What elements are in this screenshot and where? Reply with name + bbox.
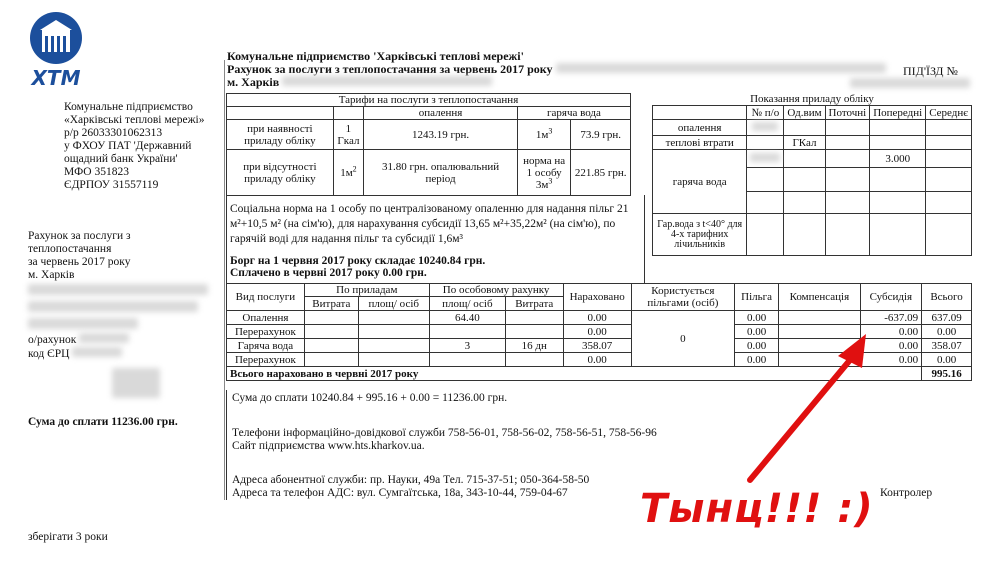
meter-h-current: Поточні (825, 106, 870, 120)
meter-h-unit: Од.вим (784, 106, 825, 120)
account-label: о/рахунок (28, 334, 77, 346)
redacted-address (28, 299, 218, 316)
charges-h-benefit-users: Користується пільгами (осіб) (631, 284, 734, 311)
tariff-row-with-meter: при наявності приладу обліку (227, 120, 334, 150)
charges-h-personal-cons: Витрата (505, 297, 563, 311)
tariff-water-price-nometer: 221.85 грн. (571, 150, 631, 196)
charges-h-benefit: Пільга (734, 284, 778, 311)
row-cons: 16 дн (505, 339, 563, 353)
charges-h-compensation: Компенсація (779, 284, 860, 311)
footer-phones: Телефони інформаційно-довідкової служби 758-56-01, 758-56-02, 758-56-51, 758-56-96 (232, 427, 657, 439)
paid-line: Сплачено в червні 2017 року 0.00 грн. (230, 267, 427, 279)
tariff-col-hotwater: гаряча вода (517, 107, 630, 120)
bill-header (227, 50, 886, 89)
left-total: Сума до сплати 11236.00 грн. (28, 416, 178, 428)
row-area: 3 (429, 339, 505, 353)
tariff-water-norm: норма на 1 особу $3м^3$ (517, 150, 570, 196)
charges-total-label: Всього нараховано в червні 2017 року (227, 367, 922, 381)
org-line: «Харківські теплові мережі» (64, 114, 205, 126)
tariff-unit-m2: $1м^2$ (333, 150, 363, 196)
footer-address2: Адреса та телефон АДС: вул. Сумгаїтська, 18а, 343-10-44, 759-04-67 (232, 487, 568, 499)
tariff-water-price-meter: 73.9 грн. (571, 120, 631, 150)
footer-controller: Контролер (880, 487, 933, 499)
bill-line: Рахунок за послуги з (28, 230, 131, 242)
tariff-heat-price-nometer: 31.80 грн. опалювальний період (364, 150, 518, 196)
row-subsidy: 0.00 (860, 339, 922, 353)
row-service: Гаряча вода (227, 339, 305, 353)
header-org: Комунальне підприємство 'Харківські теплові мережі' (227, 49, 524, 63)
row-subsidy: 0.00 (860, 325, 922, 339)
row-benefit: 0.00 (734, 353, 778, 367)
debt-line: Борг на 1 червня 2017 року складає 10240.84 грн. (230, 255, 486, 267)
left-org-details (64, 101, 224, 192)
meter-losses-unit: ГКал (784, 136, 825, 150)
meter-h-avg: Середнє (926, 106, 972, 120)
account-number-redacted (79, 333, 129, 343)
meter-row-heating: опалення (653, 120, 747, 136)
row-benefit: 0.00 (734, 325, 778, 339)
org-line: МФО 351823 (64, 166, 129, 178)
tariff-title: Тарифи на послуги з теплопостачання (227, 94, 631, 107)
charges-h-subsidy: Субсидія (860, 284, 922, 311)
charges-h-meter-area: площ/ осіб (358, 297, 429, 311)
tariff-heat-price-meter: 1243.19 грн. (364, 120, 518, 150)
charges-total-value: 995.16 (922, 367, 972, 381)
erc-code-redacted (72, 347, 122, 357)
barcode-redacted (112, 368, 160, 401)
tariff-col-heating: опалення (364, 107, 518, 120)
org-line: Комунальне підприємство (64, 101, 193, 113)
meter-title: Показання приладу обліку (750, 93, 874, 105)
row-accrued: 0.00 (563, 325, 631, 339)
meter-row-hotwater: гаряча вода (653, 150, 747, 214)
entrance-label: ПІД'ЇЗД № (903, 64, 958, 78)
meter-h-no: № п/о (747, 106, 784, 120)
meter-h-prev: Попередні (870, 106, 926, 120)
bill-line: теплопостачання (28, 243, 112, 255)
benefit-users-value: 0 (631, 311, 734, 367)
row-service: Перерахунок (227, 353, 305, 367)
row-subsidy: 0.00 (860, 353, 922, 367)
row-total: 0.00 (922, 353, 972, 367)
org-line: ощадний банк України' (64, 153, 178, 165)
charges-h-total: Всього (922, 284, 972, 311)
tariff-table (226, 93, 631, 196)
charges-h-accrued: Нараховано (563, 284, 631, 311)
header-city: м. Харків (227, 76, 886, 89)
row-cons (505, 311, 563, 325)
erc-label: код ЄРЦ (28, 348, 70, 360)
row-benefit: 0.00 (734, 339, 778, 353)
keep-note: зберігати 3 роки (28, 531, 108, 543)
footer-sum: Сума до сплати 10240.84 + 995.16 + 0.00 = 11236.00 грн. (232, 392, 508, 404)
row-area: 64.40 (429, 311, 505, 325)
tariff-row-without-meter: при відсутності приладу обліку (227, 150, 334, 196)
org-line: у ФХОУ ПАТ 'Державний (64, 140, 192, 152)
redacted-extra (28, 316, 218, 333)
redacted-header-right (850, 78, 970, 91)
charges-h-by-personal: По особовому рахунку (429, 284, 563, 297)
tariff-unit-gcal: 1 Гкал (333, 120, 363, 150)
meter-row-gar-water: Гар.вода з t<40° для 4-х тарифних лічильників (653, 214, 747, 256)
row-service: Перерахунок (227, 325, 305, 339)
bill-line: за червень 2017 року (28, 256, 131, 268)
redacted-name (28, 282, 218, 299)
row-subsidy: -637.09 (860, 311, 922, 325)
meter-table (652, 93, 972, 256)
charges-h-by-meter: По приладам (304, 284, 429, 297)
row-total: 637.09 (922, 311, 972, 325)
row-area (429, 325, 505, 339)
charges-h-personal-area: площ/ осіб (429, 297, 505, 311)
footer-address1: Адреса абонентної служби: пр. Науки, 49а Тел. 715-37-51; 050-364-58-50 (232, 474, 590, 486)
tariff-water-unit: $1м^3$ (517, 120, 570, 150)
row-cons (505, 353, 563, 367)
stub-divider (224, 60, 225, 500)
charges-h-meter-cons: Витрата (304, 297, 358, 311)
logo-text: ХТМ (31, 66, 81, 90)
meter-row-losses: теплові втрати (653, 136, 747, 150)
erc-row (28, 347, 218, 361)
row-accrued: 0.00 (563, 311, 631, 325)
row-area (429, 353, 505, 367)
header-title: Рахунок за послуги з теплопостачання за червень 2017 року (227, 63, 886, 76)
company-logo (28, 10, 84, 90)
annotation-text: Тынц!!! :) (640, 486, 874, 532)
social-right-border (644, 195, 645, 283)
row-cons (505, 325, 563, 339)
row-accrued: 358.07 (563, 339, 631, 353)
bill-line: м. Харків (28, 269, 75, 281)
row-benefit: 0.00 (734, 311, 778, 325)
annotation-arrow-icon (740, 320, 880, 490)
social-norm-text: Соціальна норма на 1 особу по централізованому опаленню для надання пільг 21 м²+10,5 м² (на сім'ю), для нарахування субсидії 13,65 м²+35,22м² (на сім'ю), по гарячій воді для надання пільг та субсидії 1,6м³ (230, 203, 629, 245)
org-line: ЄДРПОУ 31557119 (64, 179, 159, 191)
row-service: Опалення (227, 311, 305, 325)
footer-left-border (226, 390, 227, 500)
left-bill-info (28, 230, 218, 361)
charges-h-service: Вид послуги (227, 284, 305, 311)
org-line: р/р 26033301062313 (64, 127, 163, 139)
account-row (28, 333, 218, 347)
row-accrued: 0.00 (563, 353, 631, 367)
footer-site: Сайт підприємства www.hts.kharkov.ua. (232, 440, 425, 452)
row-total: 0.00 (922, 325, 972, 339)
meter-hotwater-prev: 3.000 (870, 150, 926, 168)
social-left-border (226, 195, 227, 283)
row-total: 358.07 (922, 339, 972, 353)
